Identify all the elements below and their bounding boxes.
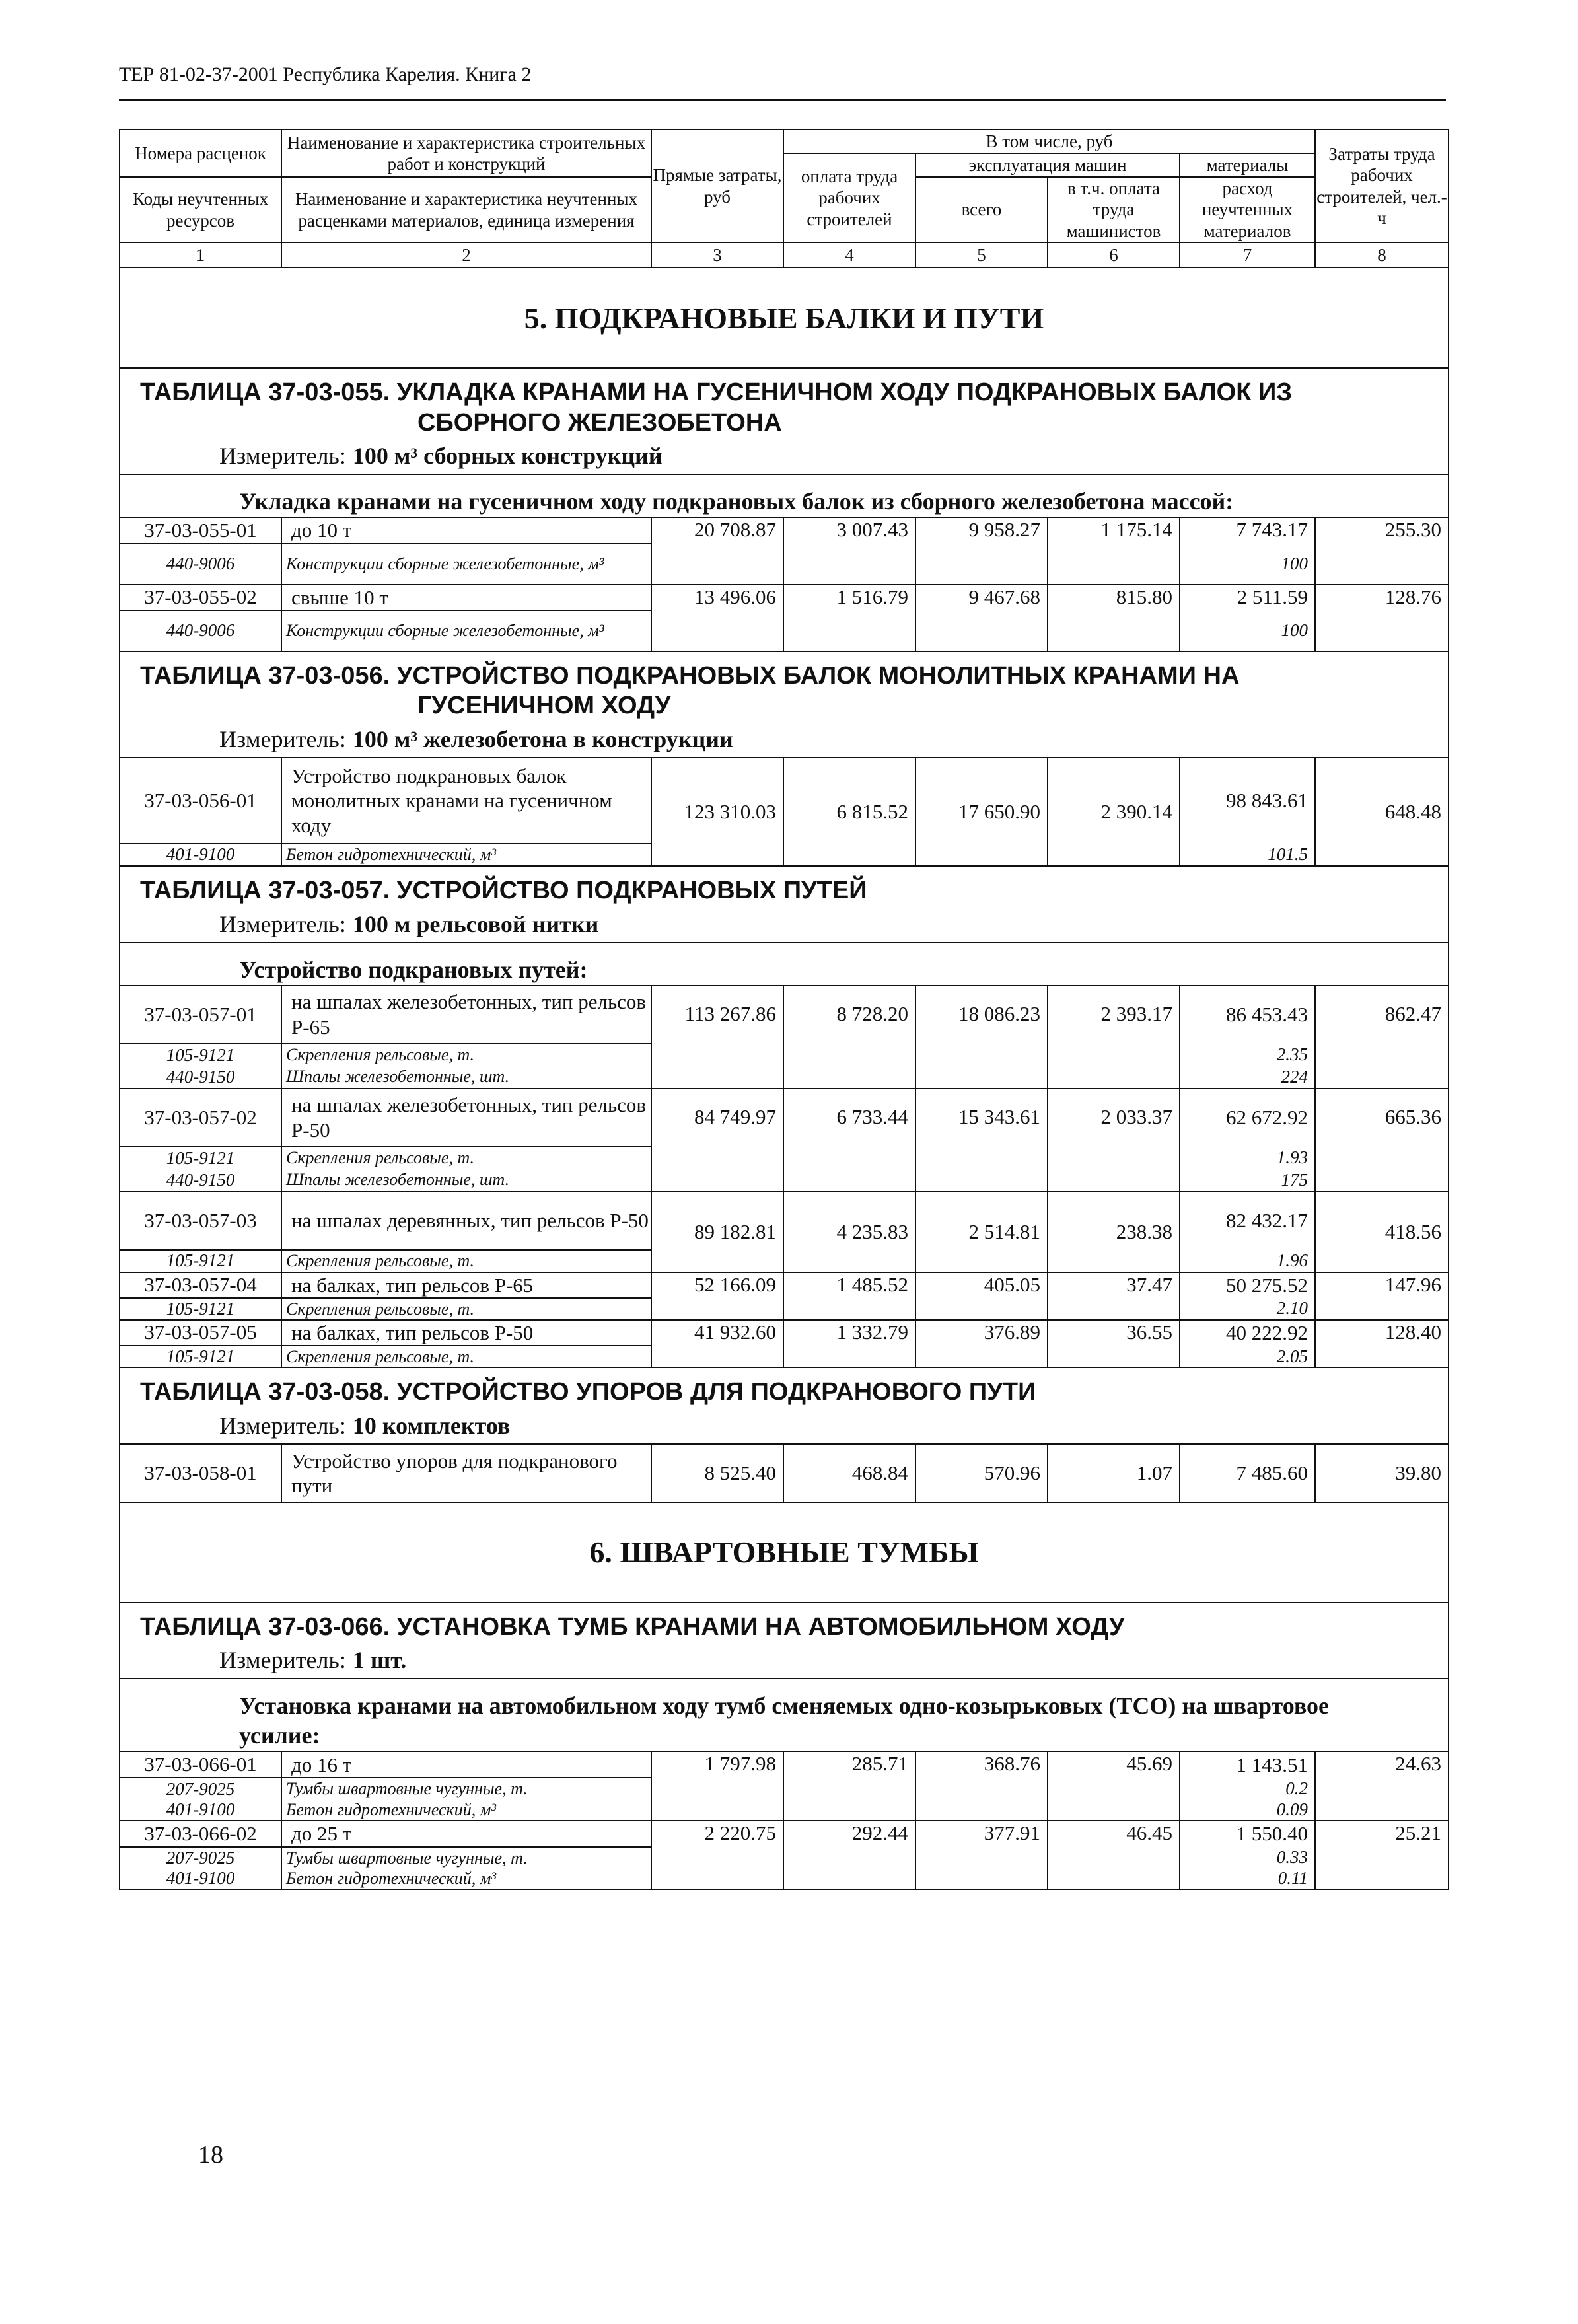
col-num: 4	[783, 242, 915, 268]
col-header-machinist-pay: в т.ч. оплата труда машинистов	[1048, 177, 1180, 242]
work-name: до 25 т	[281, 1821, 651, 1847]
machinist-pay: 36.55	[1048, 1320, 1180, 1367]
direct-costs: 13 496.06	[651, 585, 783, 651]
machines-total: 9 958.27	[915, 517, 1048, 584]
col-header-including: В том числе, руб	[783, 129, 1315, 153]
materials-cost: 40 222.92	[1180, 1320, 1315, 1346]
page-header-title: ТЕР 81-02-37-2001 Республика Карелия. Книга 2	[119, 63, 532, 85]
table-row	[120, 1444, 1449, 1502]
table-meter	[120, 906, 1449, 943]
table-row	[120, 758, 1449, 844]
material-qty: 100	[1180, 610, 1315, 651]
worker-pay: 285.71	[783, 1751, 915, 1820]
table-title-line: ТАБЛИЦА 37-03-056. УСТРОЙСТВО ПОДКРАНОВЫХ БАЛОК МОНОЛИТНЫХ КРАНАМИ НА	[140, 661, 1240, 690]
rate-code: 37-03-066-02	[120, 1821, 281, 1847]
material-qty: 101.5	[1180, 844, 1315, 866]
resource-code: 105-9121	[120, 1346, 281, 1367]
group-heading: Укладка кранами на гусеничном ходу подкрановых балок из сборного железобетона массой:	[120, 474, 1449, 517]
worker-pay: 1 485.52	[783, 1272, 915, 1320]
materials-cost: 7 485.60	[1180, 1444, 1315, 1502]
col-header-direct-costs: Прямые затраты, руб	[651, 129, 783, 242]
rate-code: 37-03-057-02	[120, 1089, 281, 1147]
material-name: Скрепления рельсовые, т.	[281, 1147, 651, 1169]
col-num: 5	[915, 242, 1048, 268]
rate-code: 37-03-055-01	[120, 517, 281, 543]
materials-cost: 86 453.43	[1180, 986, 1315, 1044]
table-row	[120, 585, 1449, 610]
materials-cost: 1 550.40	[1180, 1821, 1315, 1847]
rate-code: 37-03-058-01	[120, 1444, 281, 1502]
rate-code: 37-03-057-03	[120, 1192, 281, 1250]
work-name: до 16 т	[281, 1751, 651, 1778]
machinist-pay: 1.07	[1048, 1444, 1180, 1502]
resource-code: 440-9150	[120, 1169, 281, 1192]
labor-hours: 24.63	[1315, 1751, 1449, 1820]
labor-hours: 147.96	[1315, 1272, 1449, 1320]
direct-costs: 113 267.86	[651, 986, 783, 1089]
material-name: Тумбы швартовные чугунные, т.	[281, 1778, 651, 1799]
col-num: 7	[1180, 242, 1315, 268]
col-num: 8	[1315, 242, 1449, 268]
work-name: на балках, тип рельсов Р-50	[281, 1320, 651, 1346]
group-heading: Устройство подкрановых путей:	[120, 943, 1449, 986]
header-rule	[119, 99, 1446, 101]
col-header-material-usage: расход неучтенных материалов	[1180, 177, 1315, 242]
table-title-line: ГУСЕНИЧНОМ ХОДУ	[417, 692, 671, 720]
machines-total: 17 650.90	[915, 758, 1048, 866]
work-name: Устройство упоров для подкранового пути	[281, 1444, 651, 1502]
direct-costs: 84 749.97	[651, 1089, 783, 1192]
materials-cost: 7 743.17	[1180, 517, 1315, 543]
meter-value: 1 шт.	[352, 1647, 407, 1674]
resource-code: 401-9100	[120, 844, 281, 866]
meter-value: 100 м³ сборных конструкций	[352, 443, 663, 470]
meter-label: Измеритель:	[219, 725, 346, 752]
material-qty: 0.11	[1180, 1868, 1315, 1889]
labor-hours: 665.36	[1315, 1089, 1449, 1192]
resource-code: 401-9100	[120, 1799, 281, 1821]
materials-cost: 62 672.92	[1180, 1089, 1315, 1147]
direct-costs: 89 182.81	[651, 1192, 783, 1272]
meter-value: 10 комплектов	[352, 1412, 511, 1439]
material-name: Скрепления рельсовые, т.	[281, 1298, 651, 1320]
rate-code: 37-03-057-04	[120, 1272, 281, 1298]
labor-hours: 418.56	[1315, 1192, 1449, 1272]
direct-costs: 20 708.87	[651, 517, 783, 584]
materials-cost: 82 432.17	[1180, 1192, 1315, 1250]
machines-total: 18 086.23	[915, 986, 1048, 1089]
resource-code: 440-9150	[120, 1066, 281, 1089]
section-title: 6. ШВАРТОВНЫЕ ТУМБЫ	[120, 1502, 1449, 1603]
material-qty: 0.09	[1180, 1799, 1315, 1821]
section-title: 5. ПОДКРАНОВЫЕ БАЛКИ И ПУТИ	[120, 268, 1449, 368]
meter-label: Измеритель:	[219, 1412, 346, 1439]
col-header-machines: эксплуатация машин	[915, 153, 1180, 177]
material-name: Бетон гидротехнический, м³	[281, 1868, 651, 1889]
material-name: Бетон гидротехнический, м³	[281, 1799, 651, 1821]
resource-code: 207-9025	[120, 1847, 281, 1868]
resource-code: 105-9121	[120, 1250, 281, 1272]
labor-hours: 128.40	[1315, 1320, 1449, 1367]
resource-code: 105-9121	[120, 1298, 281, 1320]
worker-pay: 3 007.43	[783, 517, 915, 584]
material-name: Скрепления рельсовые, т.	[281, 1346, 651, 1367]
resource-code: 105-9121	[120, 1044, 281, 1066]
worker-pay: 6 733.44	[783, 1089, 915, 1192]
materials-cost: 2 511.59	[1180, 585, 1315, 610]
material-qty: 224	[1180, 1066, 1315, 1089]
table-title: ТАБЛИЦА 37-03-057. УСТРОЙСТВО ПОДКРАНОВЫХ ПУТЕЙ	[120, 866, 1449, 906]
column-numbers-row	[120, 242, 1449, 268]
machines-total: 376.89	[915, 1320, 1048, 1367]
col-header-work-name: Наименование и характеристика строительных работ и конструкций	[281, 129, 651, 177]
material-name: Бетон гидротехнический, м³	[281, 844, 651, 866]
table-title-line: СБОРНОГО ЖЕЛЕЗОБЕТОНА	[417, 408, 782, 437]
machines-total: 377.91	[915, 1821, 1048, 1889]
material-name: Тумбы швартовные чугунные, т.	[281, 1847, 651, 1868]
direct-costs: 52 166.09	[651, 1272, 783, 1320]
worker-pay: 468.84	[783, 1444, 915, 1502]
direct-costs: 123 310.03	[651, 758, 783, 866]
table-row	[120, 986, 1449, 1044]
meter-label: Измеритель:	[219, 1647, 346, 1674]
table-meter	[120, 1642, 1449, 1679]
col-num: 6	[1048, 242, 1180, 268]
table-title: ТАБЛИЦА 37-03-066. УСТАНОВКА ТУМБ КРАНАМИ НА АВТОМОБИЛЬНОМ ХОДУ	[120, 1603, 1449, 1643]
material-name: Конструкции сборные железобетонные, м³	[281, 544, 651, 585]
material-qty: 1.96	[1180, 1250, 1315, 1272]
direct-costs: 41 932.60	[651, 1320, 783, 1367]
materials-cost: 50 275.52	[1180, 1272, 1315, 1298]
labor-hours: 128.76	[1315, 585, 1449, 651]
resource-code: 401-9100	[120, 1868, 281, 1889]
work-name: на шпалах железобетонных, тип рельсов Р-65	[281, 986, 651, 1044]
material-qty: 100	[1180, 544, 1315, 585]
material-qty: 0.33	[1180, 1847, 1315, 1868]
table-row	[120, 1192, 1449, 1250]
material-name: Конструкции сборные железобетонные, м³	[281, 610, 651, 651]
table-meter	[120, 438, 1449, 474]
page-number: 18	[198, 2141, 223, 2169]
worker-pay: 1 516.79	[783, 585, 915, 651]
work-name: Устройство подкрановых балок монолитных кранами на гусеничном ходу	[281, 758, 651, 844]
labor-hours: 39.80	[1315, 1444, 1449, 1502]
labor-hours: 25.21	[1315, 1821, 1449, 1889]
direct-costs: 8 525.40	[651, 1444, 783, 1502]
col-num: 2	[281, 242, 651, 268]
material-qty: 2.10	[1180, 1298, 1315, 1320]
material-name: Скрепления рельсовые, т.	[281, 1044, 651, 1066]
rate-code: 37-03-055-02	[120, 585, 281, 610]
machinist-pay: 238.38	[1048, 1192, 1180, 1272]
labor-hours: 648.48	[1315, 758, 1449, 866]
material-qty: 175	[1180, 1169, 1315, 1192]
worker-pay: 6 815.52	[783, 758, 915, 866]
table-row	[120, 1089, 1449, 1147]
machines-total: 570.96	[915, 1444, 1048, 1502]
materials-cost: 98 843.61	[1180, 758, 1315, 844]
work-name: на шпалах железобетонных, тип рельсов Р-50	[281, 1089, 651, 1147]
table-row	[120, 1272, 1449, 1298]
col-header-rate-numbers: Номера расценок	[120, 129, 281, 177]
resource-code: 440-9006	[120, 544, 281, 585]
machinist-pay: 2 033.37	[1048, 1089, 1180, 1192]
work-name: на балках, тип рельсов Р-65	[281, 1272, 651, 1298]
table-row	[120, 1751, 1449, 1778]
meter-label: Измеритель:	[219, 910, 346, 937]
material-qty: 2.05	[1180, 1346, 1315, 1367]
material-name: Шпалы железобетонные, шт.	[281, 1169, 651, 1192]
rate-code: 37-03-066-01	[120, 1751, 281, 1778]
material-qty: 2.35	[1180, 1044, 1315, 1066]
table-meter	[120, 1408, 1449, 1444]
table-row	[120, 1320, 1449, 1346]
labor-hours: 255.30	[1315, 517, 1449, 584]
col-header-material-name: Наименование и характеристика неучтенных расценками материалов, единица измерения	[281, 177, 651, 242]
worker-pay: 292.44	[783, 1821, 915, 1889]
table-title	[120, 651, 1449, 721]
direct-costs: 2 220.75	[651, 1821, 783, 1889]
resource-code: 105-9121	[120, 1147, 281, 1169]
work-name: на шпалах деревянных, тип рельсов Р-50	[281, 1192, 651, 1250]
table-meter	[120, 721, 1449, 758]
machinist-pay: 2 393.17	[1048, 986, 1180, 1089]
machinist-pay: 1 175.14	[1048, 517, 1180, 584]
col-num: 1	[120, 242, 281, 268]
meter-value: 100 м³ железобетона в конструкции	[352, 725, 733, 752]
machinist-pay: 37.47	[1048, 1272, 1180, 1320]
meter-label: Измеритель:	[219, 443, 346, 470]
machines-total: 15 343.61	[915, 1089, 1048, 1192]
col-header-labor-hours: Затраты труда рабочих строителей, чел.-ч	[1315, 129, 1449, 242]
worker-pay: 8 728.20	[783, 986, 915, 1089]
material-name: Скрепления рельсовые, т.	[281, 1250, 651, 1272]
rate-code: 37-03-056-01	[120, 758, 281, 844]
col-header-materials: материалы	[1180, 153, 1315, 177]
machines-total: 368.76	[915, 1751, 1048, 1820]
col-num: 3	[651, 242, 783, 268]
worker-pay: 4 235.83	[783, 1192, 915, 1272]
machinist-pay: 46.45	[1048, 1821, 1180, 1889]
rates-table	[119, 129, 1449, 1890]
table-row	[120, 1821, 1449, 1847]
materials-cost: 1 143.51	[1180, 1751, 1315, 1778]
group-heading: Установка кранами на автомобильном ходу тумб сменяемых одно-козырьковых (ТСО) на швартовое усилие:	[120, 1679, 1449, 1751]
worker-pay: 1 332.79	[783, 1320, 915, 1367]
resource-code: 207-9025	[120, 1778, 281, 1799]
resource-code: 440-9006	[120, 610, 281, 651]
table-title: ТАБЛИЦА 37-03-058. УСТРОЙСТВО УПОРОВ ДЛЯ ПОДКРАНОВОГО ПУТИ	[120, 1367, 1449, 1408]
work-name: свыше 10 т	[281, 585, 651, 610]
col-header-machines-total: всего	[915, 177, 1048, 242]
table-title-line: ТАБЛИЦА 37-03-055. УКЛАДКА КРАНАМИ НА ГУСЕНИЧНОМ ХОДУ ПОДКРАНОВЫХ БАЛОК ИЗ	[140, 379, 1293, 407]
machinist-pay: 45.69	[1048, 1751, 1180, 1820]
labor-hours: 862.47	[1315, 986, 1449, 1089]
material-qty: 0.2	[1180, 1778, 1315, 1799]
machines-total: 9 467.68	[915, 585, 1048, 651]
machinist-pay: 815.80	[1048, 585, 1180, 651]
machinist-pay: 2 390.14	[1048, 758, 1180, 866]
direct-costs: 1 797.98	[651, 1751, 783, 1820]
meter-value: 100 м рельсовой нитки	[352, 910, 599, 937]
table-row	[120, 517, 1449, 543]
material-name: Шпалы железобетонные, шт.	[281, 1066, 651, 1089]
machines-total: 405.05	[915, 1272, 1048, 1320]
table-title	[120, 368, 1449, 438]
work-name: до 10 т	[281, 517, 651, 543]
col-header-worker-pay: оплата труда рабочих строителей	[783, 153, 915, 242]
col-header-resource-codes: Коды неучтенных ресурсов	[120, 177, 281, 242]
rate-code: 37-03-057-01	[120, 986, 281, 1044]
material-qty: 1.93	[1180, 1147, 1315, 1169]
rate-code: 37-03-057-05	[120, 1320, 281, 1346]
machines-total: 2 514.81	[915, 1192, 1048, 1272]
